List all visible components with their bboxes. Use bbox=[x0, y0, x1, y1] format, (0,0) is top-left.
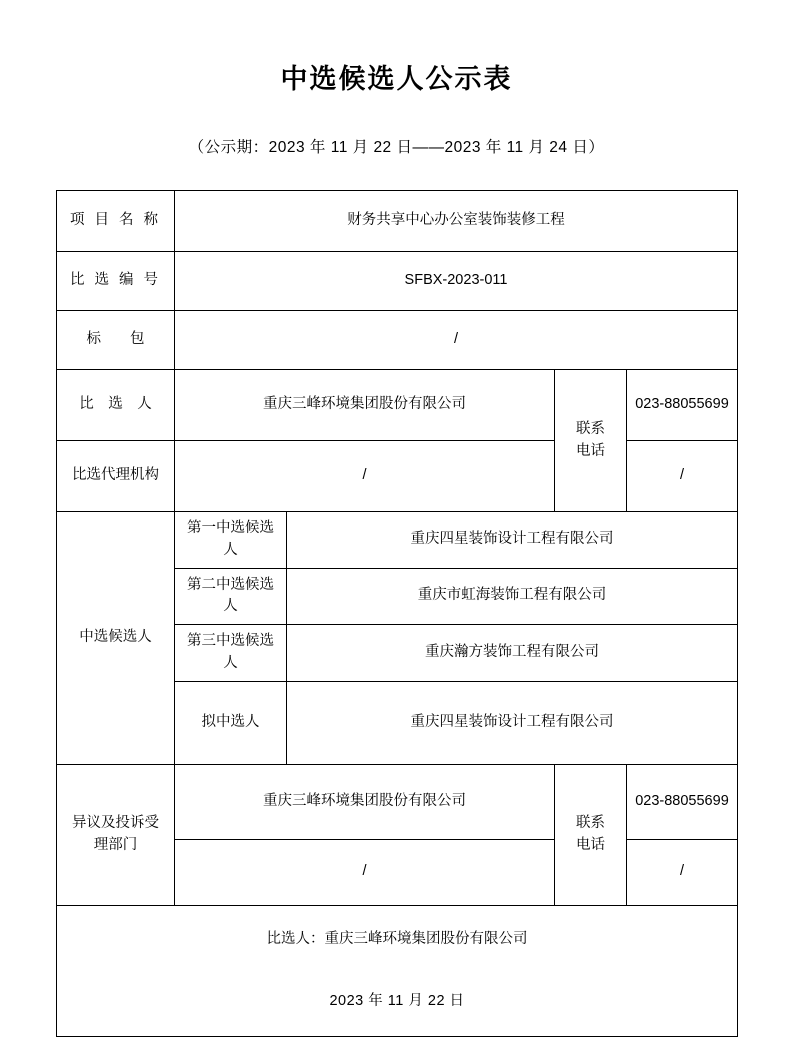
complaint-phone-label bbox=[555, 764, 627, 905]
footer-signer: 比选人：重庆三峰环境集团股份有限公司 bbox=[266, 931, 528, 948]
package-label: 标 包 bbox=[57, 311, 175, 370]
document-page bbox=[0, 62, 793, 1048]
complaint-phone: 023-88055699 bbox=[627, 764, 738, 839]
table-row-footer bbox=[57, 905, 738, 1036]
contact-phone-label bbox=[555, 370, 627, 512]
table-row-agency bbox=[57, 441, 738, 512]
complaint-label bbox=[57, 764, 175, 905]
complaint-dept: 重庆三峰环境集团股份有限公司 bbox=[175, 764, 555, 839]
table-row-project-name bbox=[57, 191, 738, 252]
candidate-rank: 拟中选人 bbox=[175, 681, 287, 764]
contact-phone-label-line1: 联系 bbox=[576, 420, 605, 437]
agency-phone: / bbox=[627, 441, 738, 512]
contact-phone-label-line2: 电话 bbox=[576, 442, 605, 459]
page-title: 中选候选人公示表 bbox=[280, 64, 513, 94]
candidate-name: 重庆市虹海装饰工程有限公司 bbox=[287, 568, 738, 625]
table-row-candidate-1 bbox=[57, 512, 738, 569]
footer-date: 2023 年 11 月 22 日 bbox=[329, 993, 465, 1010]
candidate-name: 重庆瀚方装饰工程有限公司 bbox=[287, 625, 738, 682]
bid-number-label: 比 选 编 号 bbox=[57, 252, 175, 311]
candidates-label: 中选候选人 bbox=[57, 512, 175, 765]
candidate-rank: 第二中选候选人 bbox=[175, 568, 287, 625]
table-row-complaint-dept bbox=[57, 764, 738, 839]
project-name-label: 项 目 名 称 bbox=[57, 191, 175, 252]
table-row-bidder bbox=[57, 370, 738, 441]
bidder-value: 重庆三峰环境集团股份有限公司 bbox=[175, 370, 555, 441]
candidate-rank: 第一中选候选人 bbox=[175, 512, 287, 569]
complaint-phone-2: / bbox=[627, 839, 738, 905]
agency-value: / bbox=[175, 441, 555, 512]
complaint-dept-2: / bbox=[175, 839, 555, 905]
footer-cell bbox=[57, 905, 738, 1036]
complaint-phone-label-line2: 电话 bbox=[576, 836, 605, 853]
complaint-phone-label-line1: 联系 bbox=[576, 814, 605, 831]
candidate-name: 重庆四星装饰设计工程有限公司 bbox=[287, 512, 738, 569]
bidder-phone: 023-88055699 bbox=[627, 370, 738, 441]
package-value: / bbox=[175, 311, 738, 370]
announcement-table bbox=[56, 190, 738, 1037]
complaint-label-line2: 理部门 bbox=[93, 836, 138, 853]
table-row-bid-number bbox=[57, 252, 738, 311]
complaint-label-line1: 异议及投诉受 bbox=[72, 814, 159, 831]
candidate-name: 重庆四星装饰设计工程有限公司 bbox=[287, 681, 738, 764]
candidate-rank: 第三中选候选人 bbox=[175, 625, 287, 682]
project-name-value: 财务共享中心办公室装饰装修工程 bbox=[175, 191, 738, 252]
publicity-period: （公示期：2023 年 11 月 22 日——2023 年 11 月 24 日） bbox=[188, 139, 605, 157]
table-row-package bbox=[57, 311, 738, 370]
bidder-label: 比 选 人 bbox=[57, 370, 175, 441]
bid-number-value: SFBX-2023-011 bbox=[175, 252, 738, 311]
agency-label: 比选代理机构 bbox=[57, 441, 175, 512]
